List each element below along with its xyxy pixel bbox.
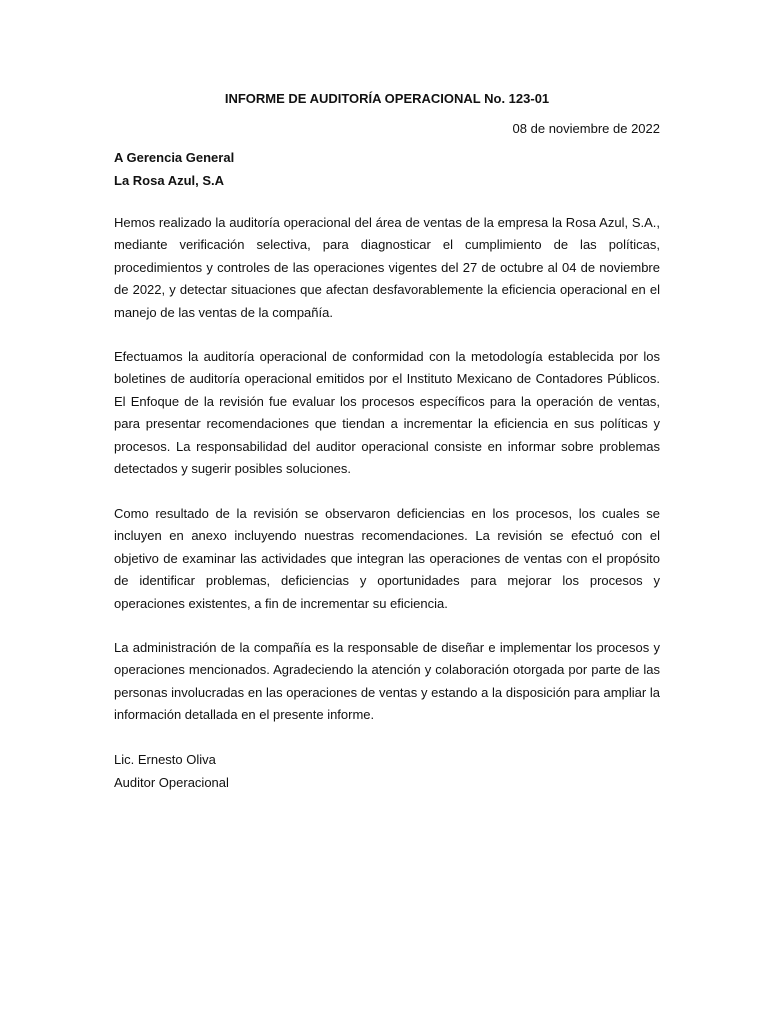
signature-name: Lic. Ernesto Oliva [114,752,216,767]
document-date: 08 de noviembre de 2022 [512,121,660,136]
body-paragraph-2: Efectuamos la auditoría operacional de conformidad con la metodología establecida por los boletines de auditoría operacional emitidos por el Instituto Mexicano de Contadores Públicos. El Enfoque de la revisión fue evaluar los procesos específicos para la operación de ventas, para presentar recomendaciones que tiendan a incrementar la eficiencia en sus políticas y procesos. La responsabilidad del auditor operacional consiste en informar sobre problemas detectados y sugerir posibles soluciones. [114,349,660,477]
body-paragraph-4: La administración de la compañía es la responsable de diseñar e implementar los procesos y operaciones mencionados. Agradeciendo la atención y colaboración otorgada por parte de las personas involucradas en las operaciones de ventas y estando a la disposición para ampliar la información detallada en el presente informe. [114,640,660,723]
recipient-line-1: A Gerencia General [114,150,235,165]
signature-role: Auditor Operacional [114,775,229,790]
body-paragraph-1: Hemos realizado la auditoría operacional del área de ventas de la empresa la Rosa Azul, S.A., mediante verificación selectiva, para diagnosticar el cumplimiento de las políticas, procedimientos y controles de las operaciones vigentes del 27 de octubre al 04 de noviembre de 2022, y detectar situaciones que afectan desfavorablemente la eficiencia operacional en el manejo de las ventas de la compañía. [114,215,660,320]
document-title: INFORME DE AUDITORÍA OPERACIONAL No. 123-01 [224,91,550,106]
recipient-line-2: La Rosa Azul, S.A [114,173,225,188]
body-paragraph-3: Como resultado de la revisión se observaron deficiencias en los procesos, los cuales se incluyen en anexo incluyendo nuestras recomendaciones. La revisión se efectuó con el objetivo de examinar las actividades que integran las operaciones de ventas con el propósito de identificar problemas, deficiencias y oportunidades para mejorar los procesos y operaciones existentes, a fin de incrementar su eficiencia. [114,506,660,611]
